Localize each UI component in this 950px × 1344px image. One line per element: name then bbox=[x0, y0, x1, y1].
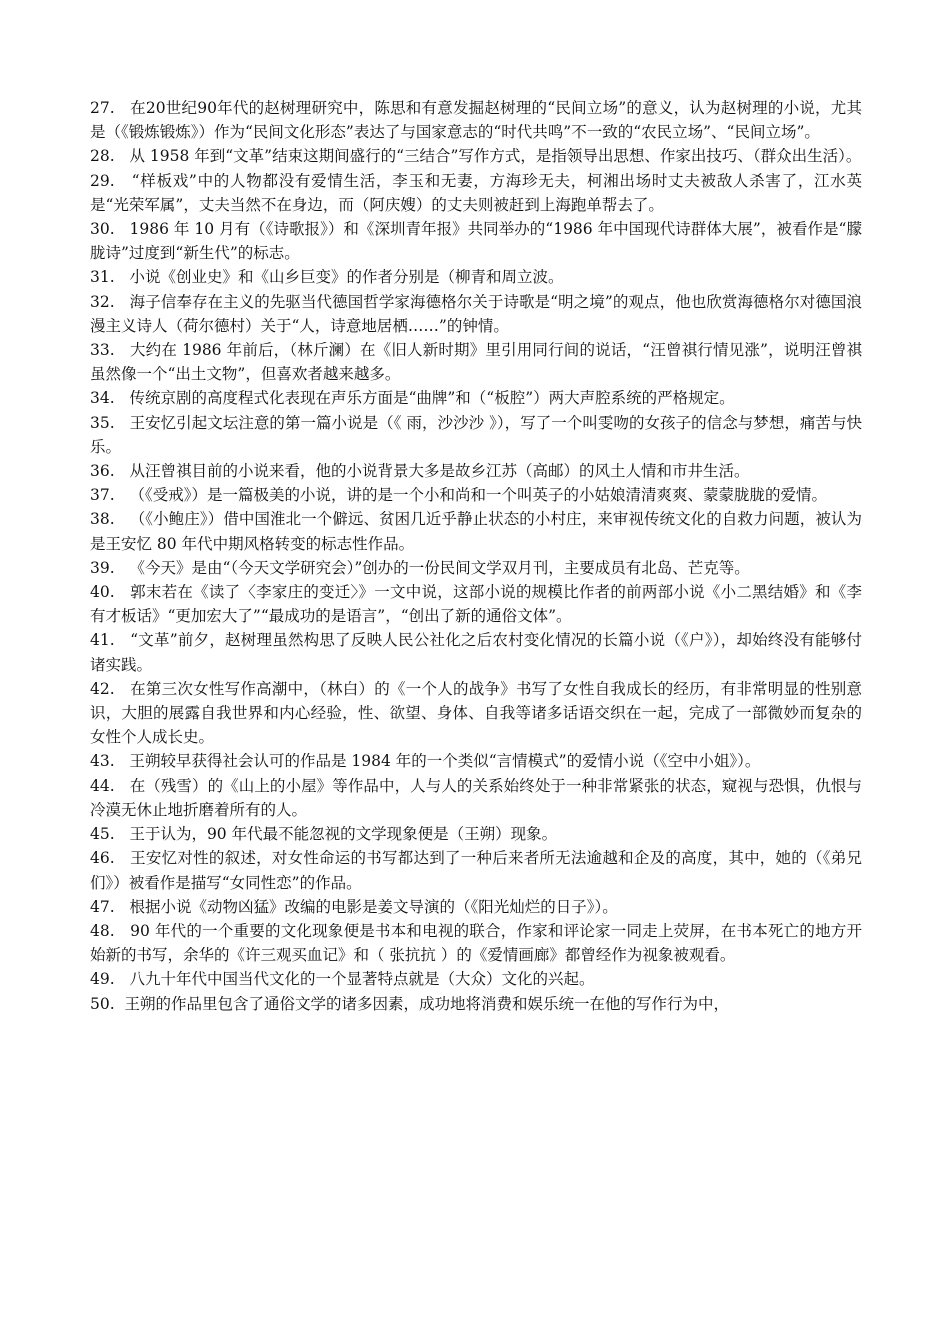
list-item-47 bbox=[90, 895, 862, 919]
item-text: 王朔较早获得社会认可的作品是 1984 年的一个类似“言情模式”的爱情小说（《空中小姐》）。 bbox=[129, 752, 761, 771]
item-number: 40. bbox=[90, 583, 115, 602]
list-item-33 bbox=[90, 338, 862, 386]
list-item-27 bbox=[90, 96, 862, 144]
list-item-35 bbox=[90, 411, 862, 459]
item-text: 八九十年代中国当代文化的一个显著特点就是（大众）文化的兴起。 bbox=[129, 970, 595, 989]
list-item-28 bbox=[90, 144, 862, 168]
item-number: 35. bbox=[90, 413, 115, 432]
item-text: 传统京剧的高度程式化表现在声乐方面是“曲牌”和（“板腔”）两大声腔系统的严格规定。 bbox=[129, 389, 735, 408]
item-text: 大约在 1986 年前后，（林斤澜）在《旧人新时期》里引用同行间的说话，“汪曾祺行情见涨”，说明汪曾祺虽然像一个“出土文物”，但喜欢者越来越多。 bbox=[90, 341, 862, 384]
item-text: 王朔的作品里包含了通俗文学的诸多因素，成功地将消费和娱乐统一在他的写作行为中， bbox=[124, 994, 730, 1013]
list-item-41 bbox=[90, 628, 862, 676]
item-text: 王安忆对性的叙述，对女性命运的书写都达到了一种后来者所无法逾越和企及的高度，其中，她的（《弟兄们》）被看作是描写“女同性恋”的作品。 bbox=[90, 849, 863, 892]
item-number: 46. bbox=[90, 849, 115, 868]
item-text: 1986 年 10 月有（《诗歌报》）和《深圳青年报》共同举办的“1986 年中国现代诗群体大展”，被看作是“朦胧诗”过度到“新生代”的标志。 bbox=[90, 220, 862, 263]
item-text: 在第三次女性写作高潮中，（林白）的《一个人的战争》书写了女性自我成长的经历，有非常明显的性别意识，大胆的展露自我世界和内心经验，性、欲望、身体、自我等诸多话语交织在一起，完成了一部微妙而复杂的女性个人成长史。 bbox=[90, 679, 863, 747]
item-number: 48. bbox=[90, 921, 115, 940]
item-number: 29. bbox=[90, 171, 115, 190]
list-item-29 bbox=[90, 169, 862, 217]
item-number: 27. bbox=[90, 99, 115, 117]
item-text: 《今天》是由“（今天文学研究会）”创办的一份民间文学双月刊，主要成员有北岛、芒克等。 bbox=[129, 558, 750, 577]
item-number: 37. bbox=[90, 486, 115, 505]
item-number: 36. bbox=[90, 462, 115, 481]
item-number: 44. bbox=[90, 776, 115, 795]
item-number: 32. bbox=[90, 292, 115, 311]
list-item-50 bbox=[90, 992, 862, 1016]
list-item-49 bbox=[90, 967, 862, 991]
item-text: 根据小说《动物凶猛》改编的电影是姜文导演的（《阳光灿烂的日子》）。 bbox=[129, 897, 618, 916]
item-text: 在20世纪90年代的赵树理研究中，陈思和有意发掘赵树理的“民间立场”的意义，认为赵树理的小说，尤其是（《锻炼锻炼》）作为“民间文化形态”表达了与国家意志的“时代共鸣”不一致的“农民立场”、“民间立场”。 bbox=[90, 99, 862, 142]
item-number: 47. bbox=[90, 897, 115, 916]
item-text: 从汪曾祺目前的小说来看，他的小说背景大多是故乡江苏（高邮）的风土人情和市井生活。 bbox=[129, 462, 750, 481]
list-item-46 bbox=[90, 846, 862, 894]
item-text: 王于认为，90 年代最不能忽视的文学现象便是（王朔）现象。 bbox=[129, 825, 558, 844]
list-item-38 bbox=[90, 507, 862, 555]
list-item-34 bbox=[90, 386, 862, 410]
item-text: （《受戒》）是一篇极美的小说，讲的是一个小和尚和一个叫英子的小姑娘清清爽爽、蒙蒙胧胧的爱情。 bbox=[129, 486, 827, 505]
item-text: 王安忆引起文坛注意的第一篇小说是（《 雨，沙沙沙 》），写了一个叫雯吻的女孩子的信念与梦想，痛苦与快乐。 bbox=[90, 413, 863, 456]
list-item-40 bbox=[90, 580, 862, 628]
item-number: 31. bbox=[90, 268, 115, 287]
item-text: “文革”前夕，赵树理虽然构思了反映人民公社化之后农村变化情况的长篇小说（《户》），却始终没有能够付诸实践。 bbox=[90, 631, 863, 674]
item-number: 34. bbox=[90, 389, 115, 408]
list-item-48 bbox=[90, 919, 862, 967]
list-item-45 bbox=[90, 822, 862, 846]
item-text: “样板戏”中的人物都没有爱情生活，李玉和无妻，方海珍无夫，柯湘出场时丈夫被敌人杀害了，江水英是“光荣军属”，丈夫当然不在身边，而（阿庆嫂）的丈夫则被赶到上海跑单帮去了。 bbox=[90, 171, 862, 214]
list-item-36 bbox=[90, 459, 862, 483]
item-number: 38. bbox=[90, 510, 115, 529]
list-item-32 bbox=[90, 290, 862, 338]
list-item-31 bbox=[90, 265, 862, 289]
item-number: 45. bbox=[90, 825, 115, 844]
item-number: 33. bbox=[90, 341, 115, 360]
item-number: 41. bbox=[90, 631, 115, 650]
list-item-37 bbox=[90, 483, 862, 507]
item-number: 39. bbox=[90, 558, 115, 577]
document-page bbox=[90, 96, 862, 1016]
item-number: 50. bbox=[90, 994, 115, 1013]
list-item-44 bbox=[90, 774, 862, 822]
item-text: 90 年代的一个重要的文化现象便是书本和电视的联合，作家和评论家一同走上荧屏，在书本死亡的地方开始新的书写，余华的《许三观买血记》和（ 张抗抗 ）的《爱情画廊》都曾经作为视象被观看。 bbox=[90, 921, 863, 965]
item-number: 42. bbox=[90, 679, 115, 698]
item-number: 30. bbox=[90, 220, 115, 239]
item-text: 海子信奉存在主义的先驱当代德国哲学家海德格尔关于诗歌是“明之境”的观点，他也欣赏海德格尔对德国浪漫主义诗人（荷尔德村）关于“人，诗意地居栖……”的钟情。 bbox=[90, 292, 863, 335]
item-number: 28. bbox=[90, 147, 115, 166]
item-text: 从 1958 年到“文革”结束这期间盛行的“三结合”写作方式，是指领导出思想、作家出技巧、（群众出生活）。 bbox=[129, 147, 862, 166]
list-item-39 bbox=[90, 556, 862, 580]
item-text: 郭末若在《读了〈李家庄的变迁〉》一文中说，这部小说的规模比作者的前两部小说《小二黑结婚》和《李有才板话》“更加宏大了”“最成功的是语言”，“创出了新的通俗文体”。 bbox=[90, 583, 863, 626]
list-item-43 bbox=[90, 749, 862, 773]
list-item-42 bbox=[90, 677, 862, 750]
item-text: 小说《创业史》和《山乡巨变》的作者分别是（柳青和周立波。 bbox=[129, 268, 564, 287]
item-text: （《小鲍庄》）借中国淮北一个僻远、贫困几近乎静止状态的小村庄，来审视传统文化的自救力问题，被认为是王安忆 80 年代中期风格转变的标志性作品。 bbox=[90, 510, 862, 553]
item-text: 在（残雪）的《山上的小屋》等作品中，人与人的关系始终处于一种非常紧张的状态，窥视与恐惧，仇恨与冷漠无休止地折磨着所有的人。 bbox=[90, 776, 862, 819]
list-item-30 bbox=[90, 217, 862, 265]
item-number: 43. bbox=[90, 752, 115, 771]
item-number: 49. bbox=[90, 970, 115, 989]
